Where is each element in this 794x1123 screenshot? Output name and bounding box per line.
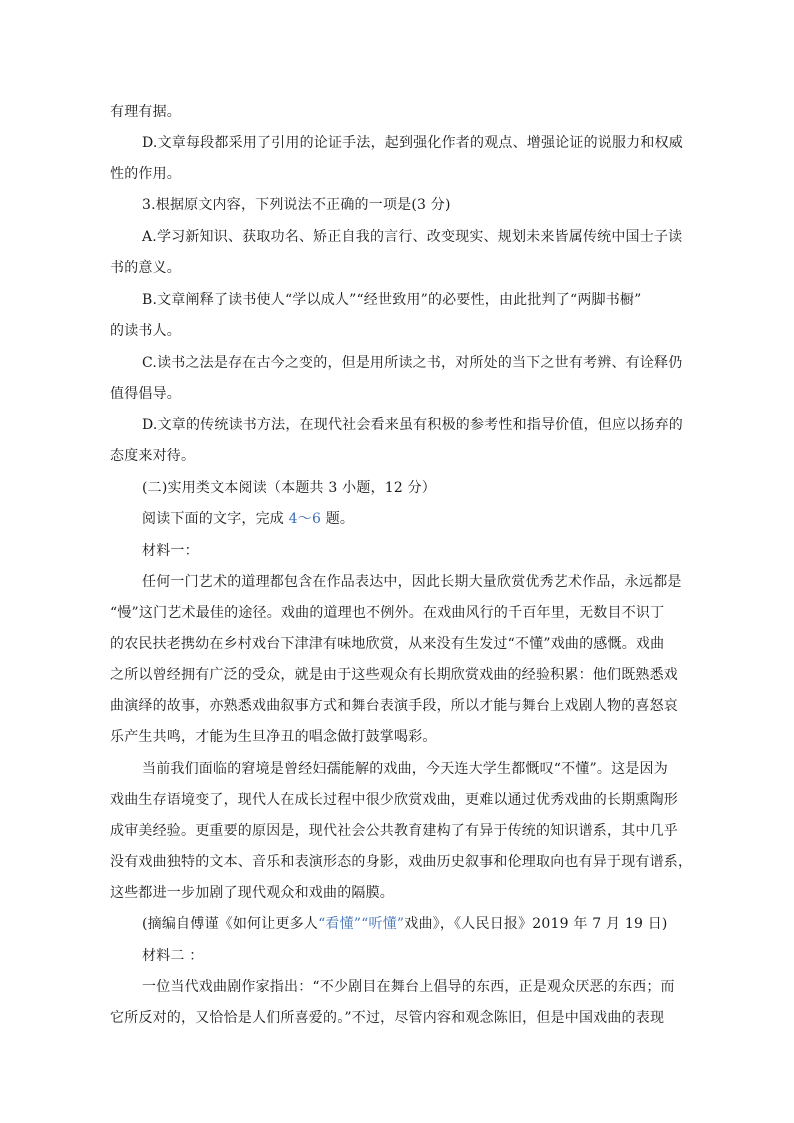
text-line: 书的意义。: [110, 260, 181, 276]
paragraph-line: 一位当代戏曲剧作家指出：“不少剧目在舞台上倡导的东西，正是观众厌恶的东西；而: [142, 979, 675, 995]
paragraph-line: “慢”这门艺术最佳的途径。戏曲的道理也不例外。在戏曲风行的千百年里，无数目不识丁: [110, 605, 665, 621]
paragraph-line: 没有戏曲独特的文本、音乐和表演形态的身影，戏曲历史叙事和伦理取向也有异于现有谱系，: [110, 854, 693, 870]
option-d-line: D.文章的传统读书方法，在现代社会看来虽有积极的参考性和指导价值，但应以扬弃的: [142, 417, 683, 433]
question-range: 4～6: [288, 511, 322, 527]
paragraph-line: 戏曲生存语境变了，现代人在成长过程中很少欣赏戏曲，更难以通过优秀戏曲的长期熏陶形: [110, 792, 678, 808]
option-b-line: B.文章阐释了读书使人“学以成人”“经世致用”的必要性，由此批判了“两脚书橱”: [142, 292, 642, 308]
citation-text: (摘编自傅谨《如何让更多人: [142, 916, 319, 932]
instruction-text-end: 题。: [321, 511, 355, 527]
text-line: 态度来对待。: [110, 448, 196, 464]
option-a-line: A.学习新知识、获取功名、矫正自我的言行、改变现实、规划未来皆属传统中国士子读: [142, 229, 683, 245]
text-line: 性的作用。: [110, 166, 181, 182]
paragraph-line: 这些都进一步加剧了现代观众和戏曲的隔膜。: [110, 885, 394, 901]
paragraph-line: 曲演绎的故事，亦熟悉戏曲叙事方式和舞台表演手段，所以才能与舞台上戏剧人物的喜怒哀: [110, 698, 678, 714]
paragraph-line: 成审美经验。更重要的原因是，现代社会公共教育建构了有异于传统的知识谱系，其中几乎: [110, 823, 678, 839]
text-line: 的读书人。: [110, 323, 181, 339]
instruction-line: [142, 509, 354, 529]
option-d-line: D.文章每段都采用了引用的论证手法，起到强化作者的观点、增强论证的说服力和权威: [142, 135, 683, 151]
option-c-line: C.读书之法是存在古今之变的，但是用所读之书，对所处的当下之世有考辨、有诠释仍: [142, 355, 683, 371]
material-1-label: 材料一：: [142, 543, 199, 559]
instruction-text: 阅读下面的文字，完成: [142, 511, 289, 527]
paragraph-line: 当前我们面临的窘境是曾经妇孺能解的戏曲，今天连大学生都慨叹“不懂”。这是因为: [142, 761, 668, 777]
question-3-stem: 3.根据原文内容，下列说法不正确的一项是(3 分): [142, 197, 451, 213]
text-line: 值得倡导。: [110, 386, 181, 402]
source-citation: [142, 914, 668, 934]
paragraph-line: 任何一门艺术的道理都包含在作品表达中，因此长期大量欣赏优秀艺术作品，永远都是: [142, 574, 682, 590]
citation-text-end: 戏曲》，《人民日报》2019 年 7 月 19 日): [404, 916, 668, 932]
paragraph-line: 乐产生共鸣，才能为生旦净丑的唱念做打鼓掌喝彩。: [110, 729, 437, 745]
section-heading: (二)实用类文本阅读（本题共 3 小题，12 分）: [142, 480, 436, 496]
paragraph-line: 的农民扶老携幼在乡村戏台下津津有味地欣赏，从来没有生发过“不懂”戏曲的感慨。戏曲: [110, 636, 665, 652]
paragraph-line: 它所反对的，又恰恰是人们所喜爱的。”不过，尽管内容和观念陈旧，但是中国戏曲的表现: [110, 1010, 665, 1026]
text-line: 有理有据。: [110, 104, 181, 120]
paragraph-line: 之所以曾经拥有广泛的受众，就是由于这些观众有长期欣赏戏曲的经验积累：他们既熟悉戏: [110, 667, 678, 683]
material-2-label: 材料二 ：: [142, 948, 204, 964]
citation-highlight: “看懂”“听懂”: [318, 916, 405, 932]
